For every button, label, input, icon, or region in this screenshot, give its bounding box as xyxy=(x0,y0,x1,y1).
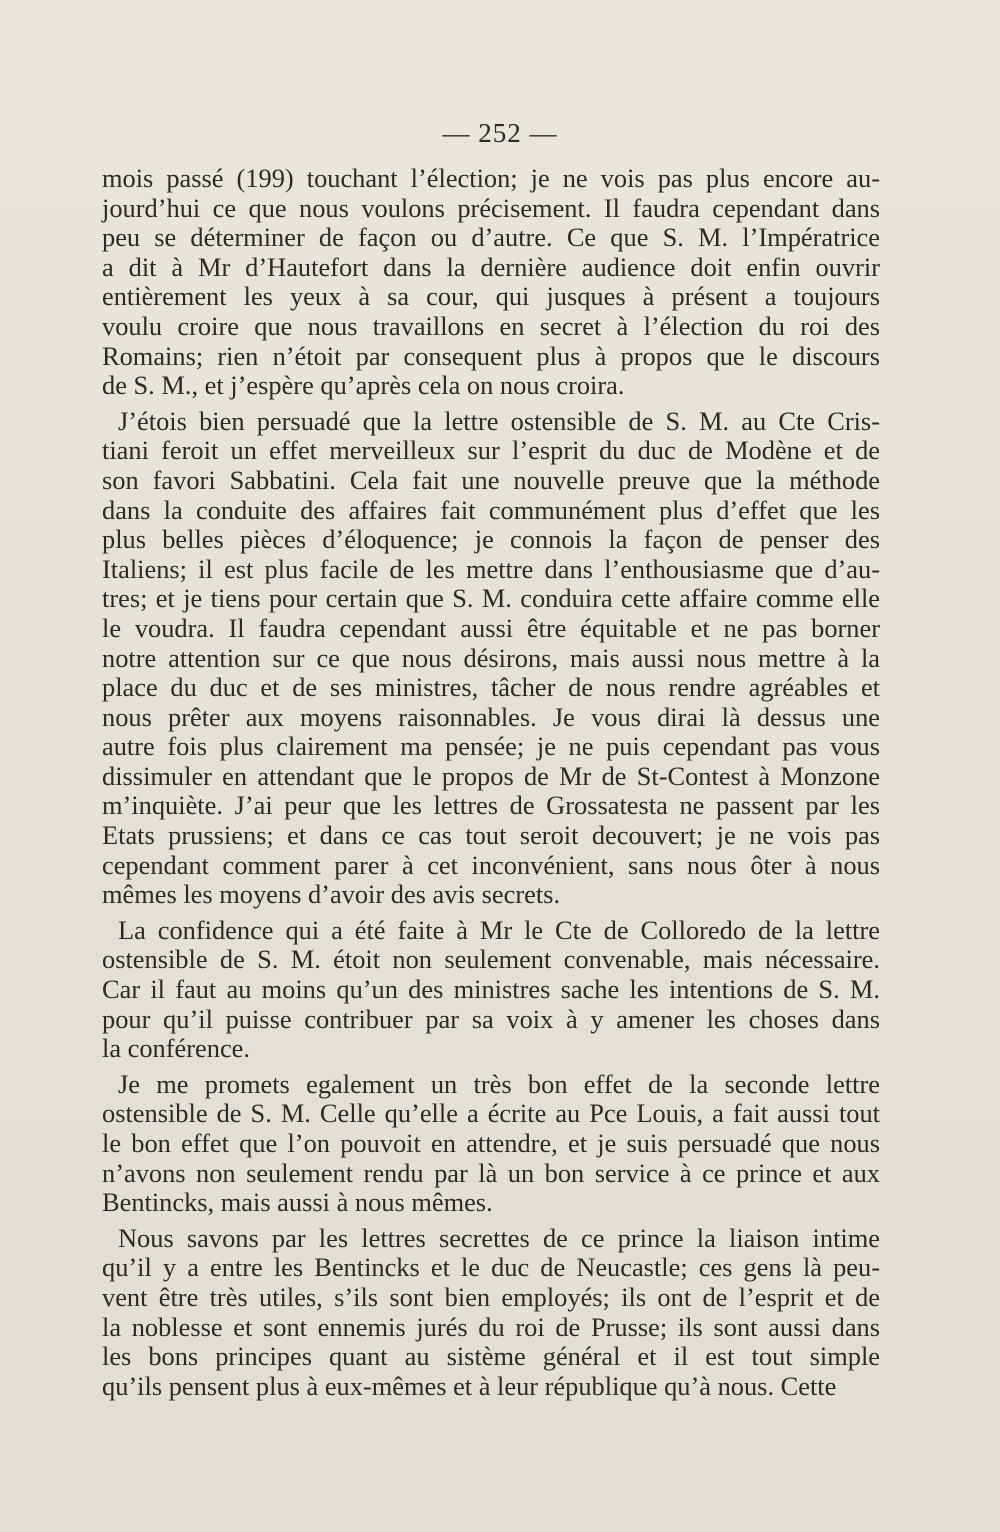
paragraph xyxy=(102,1224,880,1402)
paragraph xyxy=(102,916,880,1064)
text-line: la conférence. xyxy=(102,1033,250,1064)
text-line: ostensible de S. M. Celle qu’elle a écrite au Pce Louis, a fait aussi tout xyxy=(102,1098,880,1129)
text-line: La confidence qui a été faite à Mr le Cte de Colloredo de la lettre xyxy=(118,914,880,945)
paragraph xyxy=(102,1070,880,1218)
text-line: Bentincks, mais aussi à nous mêmes. xyxy=(102,1187,493,1218)
text-line: dissimuler en attendant que le propos de Mr de St-Contest à Monzone xyxy=(102,760,880,791)
text-line: les bons principes quant au sistème général et il est tout simple xyxy=(102,1341,880,1372)
page-number: — 252 — xyxy=(442,118,558,148)
text-line: a dit à Mr d’Hautefort dans la dernière audience doit enfin ouvrir xyxy=(102,251,880,282)
text-line: mois passé (199) touchant l’élection; je ne vois pas plus encore au- xyxy=(102,163,880,193)
text-line: son favori Sabbatini. Cela fait une nouvelle preuve que la méthode xyxy=(102,464,880,495)
paragraph xyxy=(102,407,880,910)
text-line: Car il faut au moins qu’un des ministres sache les intentions de S. M. xyxy=(102,974,880,1005)
text-line: Nous savons par les lettres secrettes de ce prince la liaison intime xyxy=(118,1222,880,1253)
text-line: Je me promets egalement un très bon effet de la seconde lettre xyxy=(118,1068,880,1099)
text-line: autre fois plus clairement ma pensée; je ne puis cependant pas vous xyxy=(102,731,880,762)
text-line: cependant comment parer à cet inconvénient, sans nous ôter à nous xyxy=(102,849,880,880)
text-line: tiani feroit un effet merveilleux sur l’esprit du duc de Modène et de xyxy=(102,435,880,466)
text-line: mêmes les moyens d’avoir des avis secrets. xyxy=(102,879,561,910)
text-line: Italiens; il est plus facile de les mettre dans l’enthousiasme que d’au- xyxy=(102,553,880,584)
text-line: dans la conduite des affaires fait communément plus d’effet que les xyxy=(102,494,880,525)
text-line: peu se déterminer de façon ou d’autre. Ce que S. M. l’Impératrice xyxy=(102,222,880,253)
text-line: voulu croire que nous travaillons en secret à l’élection du roi des xyxy=(102,310,880,341)
text-line: Romains; rien n’étoit par consequent plus à propos que le discours xyxy=(102,340,880,371)
text-line: la noblesse et sont ennemis jurés du roi de Prusse; ils sont aussi dans xyxy=(102,1311,880,1342)
text-line: nous prêter aux moyens raisonnables. Je vous dirai là dessus une xyxy=(102,701,880,732)
text-line: tres; et je tiens pour certain que S. M. conduira cette affaire comme elle xyxy=(102,583,880,614)
text-line: entièrement les yeux à sa cour, qui jusques à présent a toujours xyxy=(102,281,880,312)
text-line: n’avons non seulement rendu par là un bon service à ce prince et aux xyxy=(102,1157,880,1188)
text-line: qu’il y a entre les Bentincks et le duc de Neucastle; ces gens là peu- xyxy=(102,1252,880,1283)
text-line: plus belles pièces d’éloquence; je connois la façon de penser des xyxy=(102,524,880,555)
text-line: J’étois bien persuadé que la lettre ostensible de S. M. au Cte Cris- xyxy=(118,405,880,436)
text-line: de S. M., et j’espère qu’après cela on nous croira. xyxy=(102,370,625,401)
body-text xyxy=(102,164,880,1407)
text-line: jourd’hui ce que nous voulons précisement. Il faudra cependant dans xyxy=(102,192,880,223)
text-line: vent être très utiles, s’ils sont bien employés; ils ont de l’esprit et de xyxy=(102,1281,880,1312)
text-line: m’inquiète. J’ai peur que les lettres de Grossatesta ne passent par les xyxy=(102,790,880,821)
text-line: qu’ils pensent plus à eux-mêmes et à leur république qu’à nous. Cette xyxy=(102,1370,837,1401)
paragraph xyxy=(102,164,880,401)
text-line: le voudra. Il faudra cependant aussi être équitable et ne pas borner xyxy=(102,612,880,643)
text-line: ostensible de S. M. étoit non seulement convenable, mais nécessaire. xyxy=(102,944,880,975)
text-line: pour qu’il puisse contribuer par sa voix à y amener les choses dans xyxy=(102,1003,880,1034)
text-line: le bon effet que l’on pouvoit en attendre, et je suis persuadé que nous xyxy=(102,1128,880,1158)
text-line: place du duc et de ses ministres, tâcher de nous rendre agréables et xyxy=(102,672,880,703)
text-line: notre attention sur ce que nous désirons, mais aussi nous mettre à la xyxy=(102,642,880,673)
text-line: Etats prussiens; et dans ce cas tout seroit decouvert; je ne vois pas xyxy=(102,820,880,851)
